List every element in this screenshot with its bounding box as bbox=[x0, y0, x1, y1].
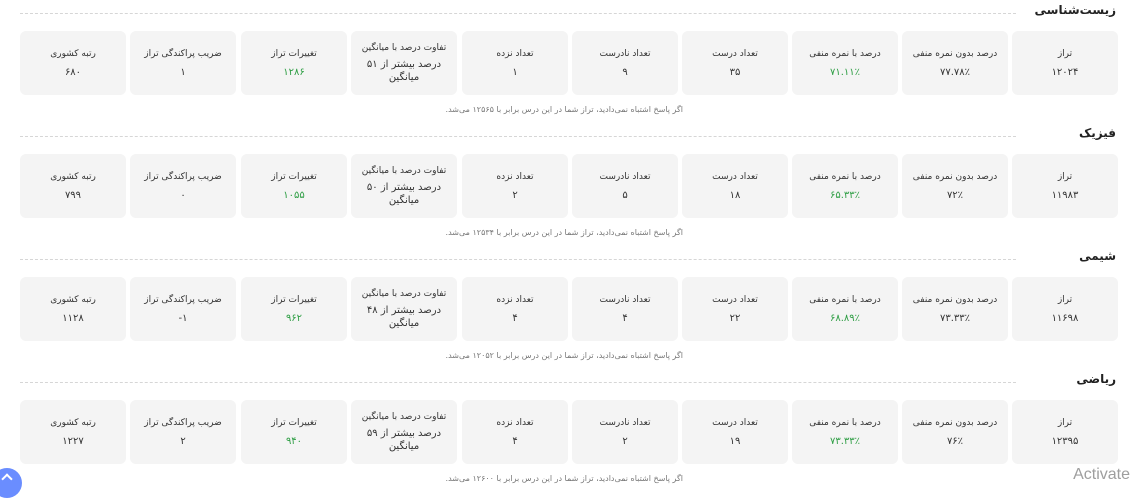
wrong-count-card: تعداد نادرست ۴ bbox=[572, 277, 678, 341]
correct-count-card: تعداد درست ۱۹ bbox=[682, 400, 788, 464]
hint-note: اگر پاسخ اشتباه نمی‌دادید، تراز شما در این درس برابر با ۱۲۵۶۵ می‌شد. bbox=[445, 105, 683, 114]
pct-with-neg-card: درصد با نمره منفی ۷۱.۱۱٪ bbox=[792, 31, 898, 95]
diff-from-average-card: تفاوت درصد با میانگین ۵۱ درصد بیشتر از میانگین bbox=[351, 31, 457, 95]
pct-without-neg-card: درصد بدون نمره منفی ۷۳.۳۳٪ bbox=[902, 277, 1008, 341]
blank-count-card: تعداد نزده ۴ bbox=[462, 400, 568, 464]
divider bbox=[20, 259, 1016, 260]
pct-with-neg-card: درصد با نمره منفی ۷۳.۳۳٪ bbox=[792, 400, 898, 464]
subject-title: شیمی bbox=[1079, 249, 1116, 263]
subject-title: فیزیک bbox=[1078, 126, 1116, 140]
taraz-change-card: تغییرات تراز ۱۰۵۵ bbox=[241, 154, 347, 218]
blank-count-card: تعداد نزده ۱ bbox=[462, 31, 568, 95]
diff-from-average-card: تفاوت درصد با میانگین ۵۰ درصد بیشتر از میانگین bbox=[351, 154, 457, 218]
correct-count-card: تعداد درست ۱۸ bbox=[682, 154, 788, 218]
divider bbox=[20, 382, 1016, 383]
pct-without-neg-card: درصد بدون نمره منفی ۷۲٪ bbox=[902, 154, 1008, 218]
taraz-card: تراز ۱۱۹۸۳ bbox=[1012, 154, 1118, 218]
taraz-card: تراز ۱۱۶۹۸ bbox=[1012, 277, 1118, 341]
divider bbox=[20, 136, 1016, 137]
national-rank-card: رتبه کشوری ۶۸۰ bbox=[20, 31, 126, 95]
national-rank-card: رتبه کشوری ۷۹۹ bbox=[20, 154, 126, 218]
taraz-change-card: تغییرات تراز ۱۲۸۶ bbox=[241, 31, 347, 95]
subject-title: ریاضی bbox=[1076, 372, 1116, 386]
blank-count-card: تعداد نزده ۴ bbox=[462, 277, 568, 341]
dispersion-coef-card: ضریب پراکندگی تراز -۱ bbox=[130, 277, 236, 341]
pct-without-neg-card: درصد بدون نمره منفی ۷۷.۷۸٪ bbox=[902, 31, 1008, 95]
pct-with-neg-card: درصد با نمره منفی ۶۵.۳۳٪ bbox=[792, 154, 898, 218]
subject-title: زیست‌شناسی bbox=[1034, 3, 1116, 17]
wrong-count-card: تعداد نادرست ۵ bbox=[572, 154, 678, 218]
taraz-card: تراز ۱۲۳۹۵ bbox=[1012, 400, 1118, 464]
blank-count-card: تعداد نزده ۲ bbox=[462, 154, 568, 218]
hint-note: اگر پاسخ اشتباه نمی‌دادید، تراز شما در این درس برابر با ۱۲۵۳۴ می‌شد. bbox=[445, 228, 683, 237]
taraz-change-card: تغییرات تراز ۹۶۲ bbox=[241, 277, 347, 341]
pct-with-neg-card: درصد با نمره منفی ۶۸.۸۹٪ bbox=[792, 277, 898, 341]
correct-count-card: تعداد درست ۲۲ bbox=[682, 277, 788, 341]
wrong-count-card: تعداد نادرست ۹ bbox=[572, 31, 678, 95]
correct-count-card: تعداد درست ۳۵ bbox=[682, 31, 788, 95]
activation-watermark: Activate bbox=[1073, 466, 1130, 483]
dispersion-coef-card: ضریب پراکندگی تراز ۰ bbox=[130, 154, 236, 218]
hint-note: اگر پاسخ اشتباه نمی‌دادید، تراز شما در این درس برابر با ۱۲۶۰۰ می‌شد. bbox=[445, 474, 683, 483]
wrong-count-card: تعداد نادرست ۲ bbox=[572, 400, 678, 464]
pct-without-neg-card: درصد بدون نمره منفی ۷۶٪ bbox=[902, 400, 1008, 464]
taraz-change-card: تغییرات تراز ۹۴۰ bbox=[241, 400, 347, 464]
divider bbox=[20, 13, 1016, 14]
dispersion-coef-card: ضریب پراکندگی تراز ۲ bbox=[130, 400, 236, 464]
chat-widget-icon[interactable] bbox=[0, 468, 22, 498]
diff-from-average-card: تفاوت درصد با میانگین ۴۸ درصد بیشتر از میانگین bbox=[351, 277, 457, 341]
national-rank-card: رتبه کشوری ۱۲۲۷ bbox=[20, 400, 126, 464]
hint-note: اگر پاسخ اشتباه نمی‌دادید، تراز شما در این درس برابر با ۱۲۰۵۲ می‌شد. bbox=[445, 351, 683, 360]
diff-from-average-card: تفاوت درصد با میانگین ۵۹ درصد بیشتر از میانگین bbox=[351, 400, 457, 464]
taraz-card: تراز ۱۲۰۲۴ bbox=[1012, 31, 1118, 95]
dispersion-coef-card: ضریب پراکندگی تراز ۱ bbox=[130, 31, 236, 95]
national-rank-card: رتبه کشوری ۱۱۲۸ bbox=[20, 277, 126, 341]
